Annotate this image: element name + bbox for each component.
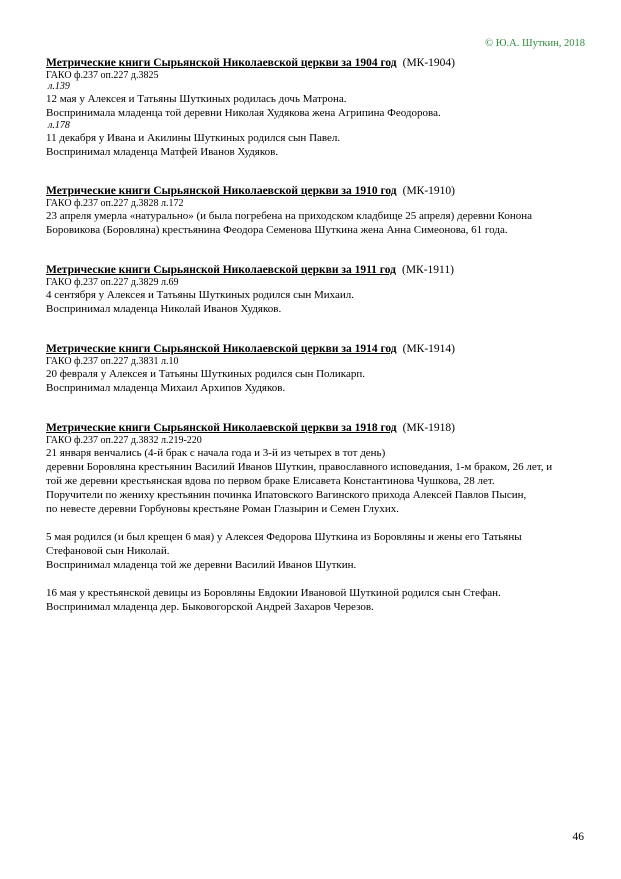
archive-reference: ГАКО ф.237 оп.227 д.3825 bbox=[46, 70, 159, 81]
record-line: 11 декабря у Ивана и Акилины Шуткиных родился сын Павел. bbox=[46, 132, 341, 144]
section-heading bbox=[46, 56, 591, 70]
archive-reference: ГАКО ф.237 оп.227 д.3829 л.69 bbox=[46, 277, 179, 288]
section-1911 bbox=[46, 263, 591, 316]
record-line: 4 сентября у Алексея и Татьяны Шуткиных родился сын Михаил. bbox=[46, 289, 355, 301]
record-line: 23 апреля умерла «натурально» (и была погребена на приходском кладбище 25 апреля) деревни Конона bbox=[46, 210, 533, 222]
section-1910 bbox=[46, 184, 591, 237]
section-title: Метрические книги Сырьянской Николаевской церкви за 1911 год bbox=[46, 264, 396, 276]
record-line: Поручители по жениху крестьянин починка Ипатовского Вагинского прихода Алексей Павлов Пысин, bbox=[46, 489, 527, 501]
document-body bbox=[46, 56, 591, 614]
record-line: по невесте деревни Горбуновы крестьяне Роман Глазырин и Семен Глухих. bbox=[46, 503, 399, 515]
archive-reference: ГАКО ф.237 оп.227 д.3832 л.219-220 bbox=[46, 435, 202, 446]
record-line: Боровикова (Боровляна) крестьянина Феодора Семенова Шуткина жена Анна Симеонова, 61 года. bbox=[46, 224, 508, 236]
record-line: деревни Боровляна крестьянин Василий Иванов Шуткин, православного исповедания, 1-м браком, 26 лет, и bbox=[46, 461, 553, 473]
section-title: Метрические книги Сырьянской Николаевской церкви за 1910 год bbox=[46, 185, 397, 197]
record-line: Воспринимал младенца Николай Иванов Худяков. bbox=[46, 303, 282, 315]
section-title: Метрические книги Сырьянской Николаевской церкви за 1918 год bbox=[46, 422, 397, 434]
section-code: (МК-1910) bbox=[402, 185, 456, 197]
folio-label: л.139 bbox=[48, 81, 70, 92]
section-heading bbox=[46, 184, 591, 198]
record-line: 5 мая родился (и был крещен 6 мая) у Алексея Федорова Шуткина из Боровляны и жены его Татьяны bbox=[46, 531, 522, 543]
page-number: 46 bbox=[572, 831, 584, 843]
section-title: Метрические книги Сырьянской Николаевской церкви за 1904 год bbox=[46, 57, 397, 69]
record-line: 20 февраля у Алексея и Татьяны Шуткиных родился сын Поликарп. bbox=[46, 368, 365, 380]
section-heading bbox=[46, 421, 591, 435]
section-title: Метрические книги Сырьянской Николаевской церкви за 1914 год bbox=[46, 343, 397, 355]
section-1918 bbox=[46, 421, 591, 614]
copyright-notice: © Ю.А. Шуткин, 2018 bbox=[485, 38, 585, 49]
record-line: Стефановой сын Николай. bbox=[46, 545, 170, 557]
archive-reference: ГАКО ф.237 оп.227 д.3831 л.10 bbox=[46, 356, 179, 367]
section-1914 bbox=[46, 342, 591, 395]
record-line: Воспринимал младенца той же деревни Василий Иванов Шуткин. bbox=[46, 559, 357, 571]
folio-label: л.178 bbox=[48, 120, 70, 131]
archive-reference: ГАКО ф.237 оп.227 д.3828 л.172 bbox=[46, 198, 184, 209]
section-code: (МК-1914) bbox=[402, 343, 456, 355]
section-code: (МК-1904) bbox=[402, 57, 456, 69]
section-1904 bbox=[46, 56, 591, 159]
record-line: Воспринимал младенца Матфей Иванов Худяков. bbox=[46, 146, 279, 158]
section-code: (МК-1911) bbox=[401, 264, 454, 276]
record-line: Воспринимала младенца той деревни Николая Худякова жена Агрипина Феодорова. bbox=[46, 107, 441, 119]
section-code: (МК-1918) bbox=[402, 422, 456, 434]
record-line: 16 мая у крестьянской девицы из Боровляны Евдокии Ивановой Шуткиной родился сын Стефан. bbox=[46, 587, 501, 599]
record-line: 12 мая у Алексея и Татьяны Шуткиных родилась дочь Матрона. bbox=[46, 93, 347, 105]
record-line: 21 января венчались (4-й брак с начала года и 3-й из четырех в тот день) bbox=[46, 447, 386, 459]
section-heading bbox=[46, 263, 591, 277]
section-heading bbox=[46, 342, 591, 356]
record-line: той же деревни крестьянская вдова по первом браке Елисавета Константинова Чушкова, 28 лет. bbox=[46, 475, 495, 487]
record-line: Воспринимал младенца дер. Быковогорской Андрей Захаров Черезов. bbox=[46, 601, 374, 613]
record-line: Воспринимал младенца Михаил Архипов Худяков. bbox=[46, 382, 286, 394]
